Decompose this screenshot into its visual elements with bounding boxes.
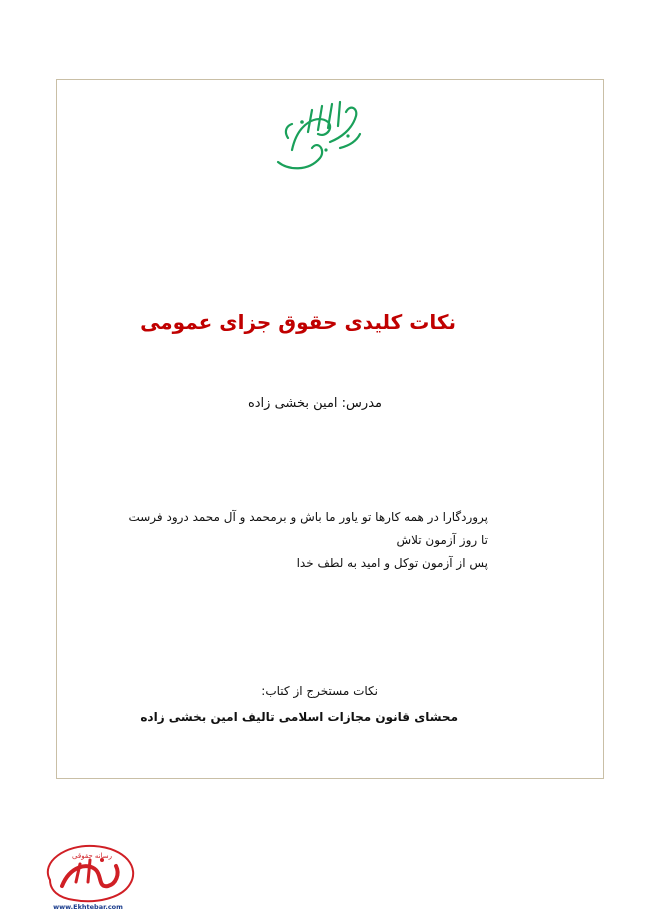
watermark-url: www.Ekhtebar.com bbox=[53, 903, 123, 911]
prayer-line: پروردگارا در همه کارها تو یاور ما باش و برمحمد و آل محمد درود فرست bbox=[128, 510, 488, 524]
source-book-title: محشای قانون مجازات اسلامی تالیف امین بخشی زاده bbox=[140, 710, 458, 724]
source-label: نکات مستخرج از کتاب: bbox=[261, 684, 378, 698]
ekhtebar-watermark-logo bbox=[36, 836, 140, 912]
page-frame bbox=[56, 79, 604, 779]
prayer-line: تا روز آزمون تلاش bbox=[396, 533, 488, 547]
teacher-line: مدرس: امین بخشی زاده bbox=[247, 396, 382, 411]
prayer-block bbox=[56, 506, 488, 575]
document-title: نکات کلیدی حقوق جزای عمومی bbox=[140, 310, 456, 334]
prayer-line: پس از آزمون توکل و امید به لطف خدا bbox=[296, 556, 488, 570]
watermark-tagline: رسانه حقوقی bbox=[72, 852, 112, 860]
bismillah-calligraphy-icon bbox=[268, 92, 364, 174]
